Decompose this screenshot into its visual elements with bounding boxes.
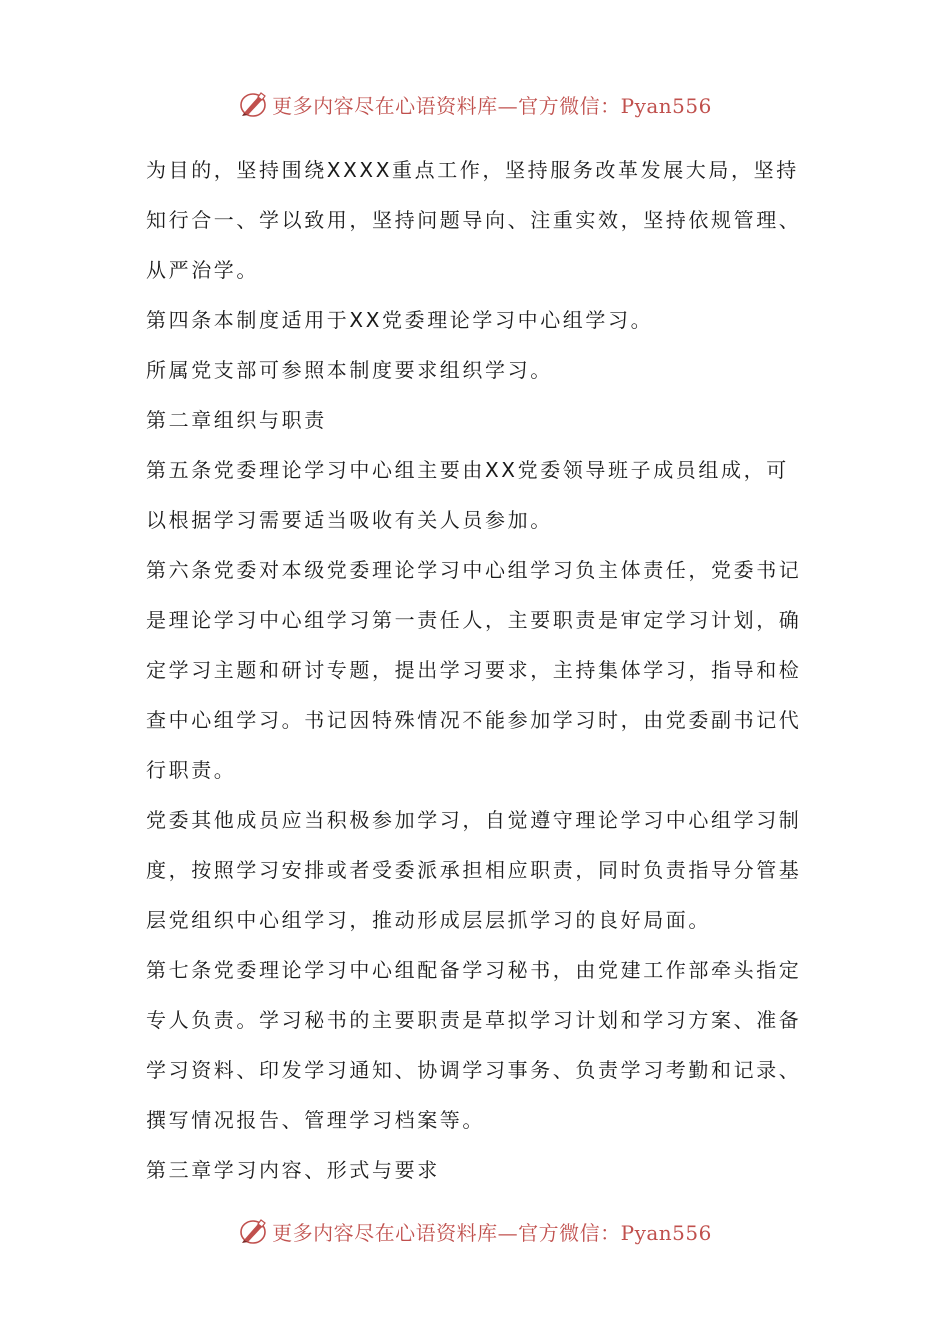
watermark-text: 更多内容尽在心语资料库—官方微信：Pyan556: [272, 1220, 712, 1245]
watermark-text: 更多内容尽在心语资料库—官方微信：Pyan556: [272, 93, 712, 118]
pen-logo-icon: [238, 89, 268, 119]
paragraph: 第七条党委理论学习中心组配备学习秘书，由党建工作部牵头指定专人负责。学习秘书的主要职责是草拟学习计划和学习方案、准备学习资料、印发学习通知、协调学习事务、负责学习考勤和记录、撰写情况报告、管理学习档案等。: [146, 958, 802, 1132]
paragraph: 所属党支部可参照本制度要求组织学习。: [146, 358, 553, 382]
pen-logo-icon: [238, 1216, 268, 1246]
header-watermark: [0, 84, 950, 124]
chapter-heading: 第三章学习内容、形式与要求: [146, 1158, 440, 1182]
chapter-heading: 第二章组织与职责: [146, 408, 327, 432]
paragraph: 第五条党委理论学习中心组主要由XX党委领导班子成员组成，可以根据学习需要适当吸收有关人员参加。: [146, 458, 789, 532]
document-body: [146, 145, 808, 1195]
footer-watermark: [0, 1211, 950, 1251]
paragraph: 第四条本制度适用于XX党委理论学习中心组学习。: [146, 308, 654, 332]
paragraph: 为目的，坚持围绕XXXX重点工作，坚持服务改革发展大局，坚持知行合一、学以致用，坚持问题导向、注重实效，坚持依规管理、从严治学。: [146, 158, 802, 282]
paragraph: 党委其他成员应当积极参加学习，自觉遵守理论学习中心组学习制度，按照学习安排或者受委派承担相应职责，同时负责指导分管基层党组织中心组学习，推动形成层层抓学习的良好局面。: [146, 808, 802, 932]
paragraph: 第六条党委对本级党委理论学习中心组学习负主体责任，党委书记是理论学习中心组学习第一责任人，主要职责是审定学习计划，确定学习主题和研讨专题，提出学习要求，主持集体学习，指导和检查中心组学习。书记因特殊情况不能参加学习时，由党委副书记代行职责。: [146, 558, 802, 782]
